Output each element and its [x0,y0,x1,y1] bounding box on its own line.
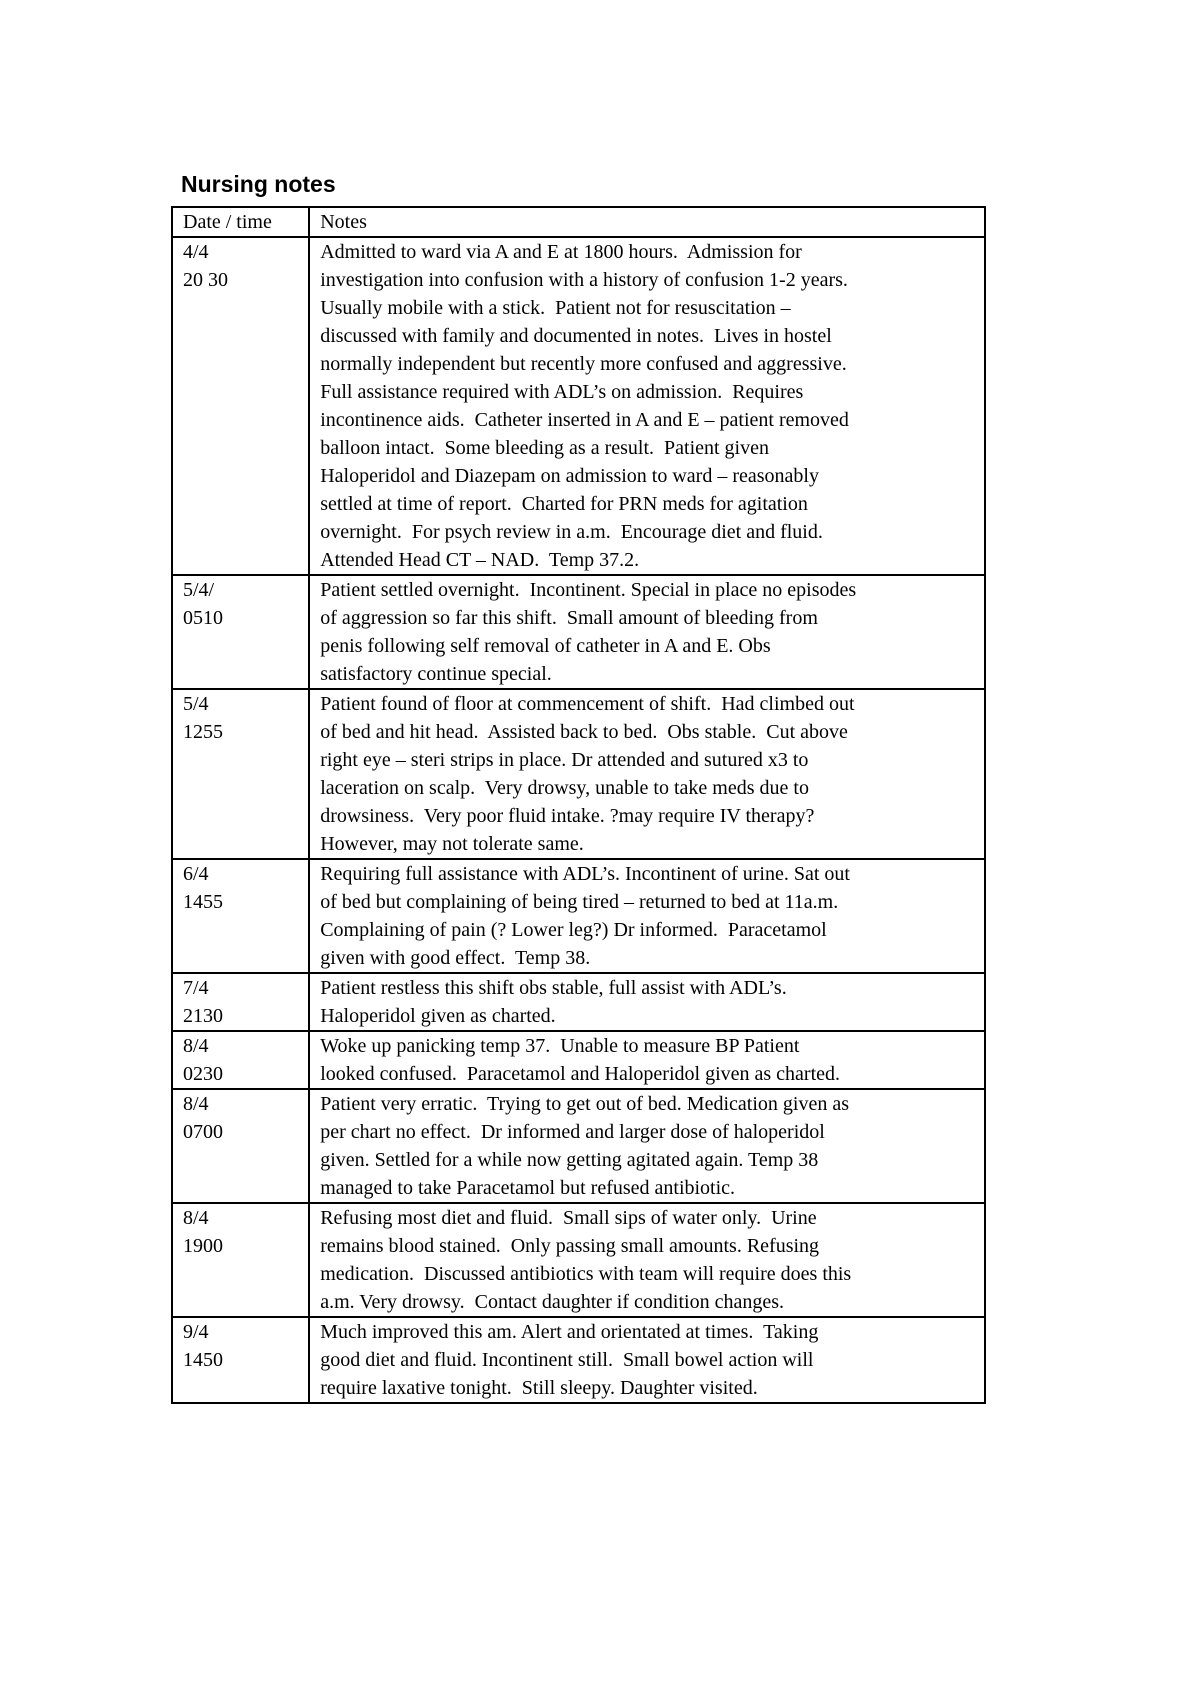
note-line: Patient found of floor at commencement of shift. Had climbed out [320,693,855,715]
entry-date: 6/4 [183,863,209,885]
note-line: normally independent but recently more confused and aggressive. [320,353,847,375]
note-line: However, may not tolerate same. [320,833,584,855]
date-time-cell [172,859,309,973]
notes-cell [309,237,985,575]
note-line: laceration on scalp. Very drowsy, unable to take meds due to [320,777,809,799]
entry-date: 5/4/ [183,579,215,601]
note-line: Usually mobile with a stick. Patient not for resuscitation – [320,297,791,319]
note-line: per chart no effect. Dr informed and larger dose of haloperidol [320,1121,825,1143]
notes-cell [309,1317,985,1403]
note-line: Admitted to ward via A and E at 1800 hours. Admission for [320,241,802,263]
note-line: penis following self removal of catheter in A and E. Obs [320,635,771,657]
notes-cell [309,1031,985,1089]
entry-time: 1450 [183,1349,223,1371]
note-line: Patient settled overnight. Incontinent. Special in place no episodes [320,579,857,601]
table-row [172,859,985,973]
note-line: incontinence aids. Catheter inserted in A and E – patient removed [320,409,849,431]
note-line: require laxative tonight. Still sleepy. Daughter visited. [320,1377,758,1399]
note-line: given. Settled for a while now getting agitated again. Temp 38 [320,1149,819,1171]
note-line: Attended Head CT – NAD. Temp 37.2. [320,549,640,571]
entry-date: 9/4 [183,1321,209,1343]
note-line: Woke up panicking temp 37. Unable to measure BP Patient [320,1035,800,1057]
table-row [172,1089,985,1203]
entry-time: 1255 [183,721,223,743]
table-header-row [172,207,985,237]
note-line: given with good effect. Temp 38. [320,947,591,969]
table-row [172,689,985,859]
table-row [172,1317,985,1403]
entry-date: 4/4 [183,241,209,263]
note-line: good diet and fluid. Incontinent still. Small bowel action will [320,1349,814,1371]
note-line: Haloperidol given as charted. [320,1005,556,1027]
table-row [172,973,985,1031]
table-row [172,237,985,575]
entry-date: 5/4 [183,693,209,715]
note-line: investigation into confusion with a history of confusion 1-2 years. [320,269,848,291]
note-line: a.m. Very drowsy. Contact daughter if condition changes. [320,1291,784,1313]
entry-time: 0510 [183,607,223,629]
note-line: looked confused. Paracetamol and Haloperidol given as charted. [320,1063,841,1085]
entry-date: 7/4 [183,977,209,999]
column-header-notes: Notes [309,207,985,237]
note-line: satisfactory continue special. [320,663,552,685]
note-line: drowsiness. Very poor fluid intake. ?may require IV therapy? [320,805,815,827]
note-line: discussed with family and documented in notes. Lives in hostel [320,325,832,347]
entry-time: 1455 [183,891,223,913]
note-line: Complaining of pain (? Lower leg?) Dr informed. Paracetamol [320,919,827,941]
note-line: right eye – steri strips in place. Dr attended and sutured x3 to [320,749,809,771]
note-line: Patient restless this shift obs stable, full assist with ADL’s. [320,977,787,999]
note-line: of aggression so far this shift. Small amount of bleeding from [320,607,818,629]
date-time-cell [172,689,309,859]
date-time-cell [172,237,309,575]
notes-cell [309,973,985,1031]
note-line: Refusing most diet and fluid. Small sips of water only. Urine [320,1207,817,1229]
notes-cell [309,1203,985,1317]
notes-cell [309,859,985,973]
column-header-date-time: Date / time [172,207,309,237]
note-line: of bed but complaining of being tired – returned to bed at 11a.m. [320,891,839,913]
note-line: settled at time of report. Charted for PRN meds for agitation [320,493,808,515]
date-time-cell [172,1031,309,1089]
note-line: remains blood stained. Only passing small amounts. Refusing [320,1235,820,1257]
nursing-notes-table [171,206,986,1404]
date-time-cell [172,973,309,1031]
date-time-cell [172,575,309,689]
note-line: of bed and hit head. Assisted back to bed. Obs stable. Cut above [320,721,848,743]
table-row [172,575,985,689]
note-line: balloon intact. Some bleeding as a result. Patient given [320,437,769,459]
table-body [172,237,985,1403]
note-line: Requiring full assistance with ADL’s. Incontinent of urine. Sat out [320,863,850,885]
note-line: Full assistance required with ADL’s on admission. Requires [320,381,804,403]
entry-time: 1900 [183,1235,223,1257]
date-time-cell [172,1089,309,1203]
note-line: Patient very erratic. Trying to get out of bed. Medication given as [320,1093,849,1115]
entry-time: 2130 [183,1005,223,1027]
note-line: medication. Discussed antibiotics with team will require does this [320,1263,852,1285]
entry-time: 20 30 [183,269,228,291]
note-line: Much improved this am. Alert and orientated at times. Taking [320,1321,819,1343]
page-title: Nursing notes [181,171,336,197]
date-time-cell [172,1203,309,1317]
notes-cell [309,575,985,689]
note-line: managed to take Paracetamol but refused antibiotic. [320,1177,736,1199]
notes-cell [309,1089,985,1203]
note-line: Haloperidol and Diazepam on admission to ward – reasonably [320,465,819,487]
table-row [172,1031,985,1089]
entry-time: 0700 [183,1121,223,1143]
note-line: overnight. For psych review in a.m. Encourage diet and fluid. [320,521,823,543]
entry-date: 8/4 [183,1207,209,1229]
table-row [172,1203,985,1317]
notes-cell [309,689,985,859]
entry-date: 8/4 [183,1035,209,1057]
entry-date: 8/4 [183,1093,209,1115]
entry-time: 0230 [183,1063,223,1085]
date-time-cell [172,1317,309,1403]
